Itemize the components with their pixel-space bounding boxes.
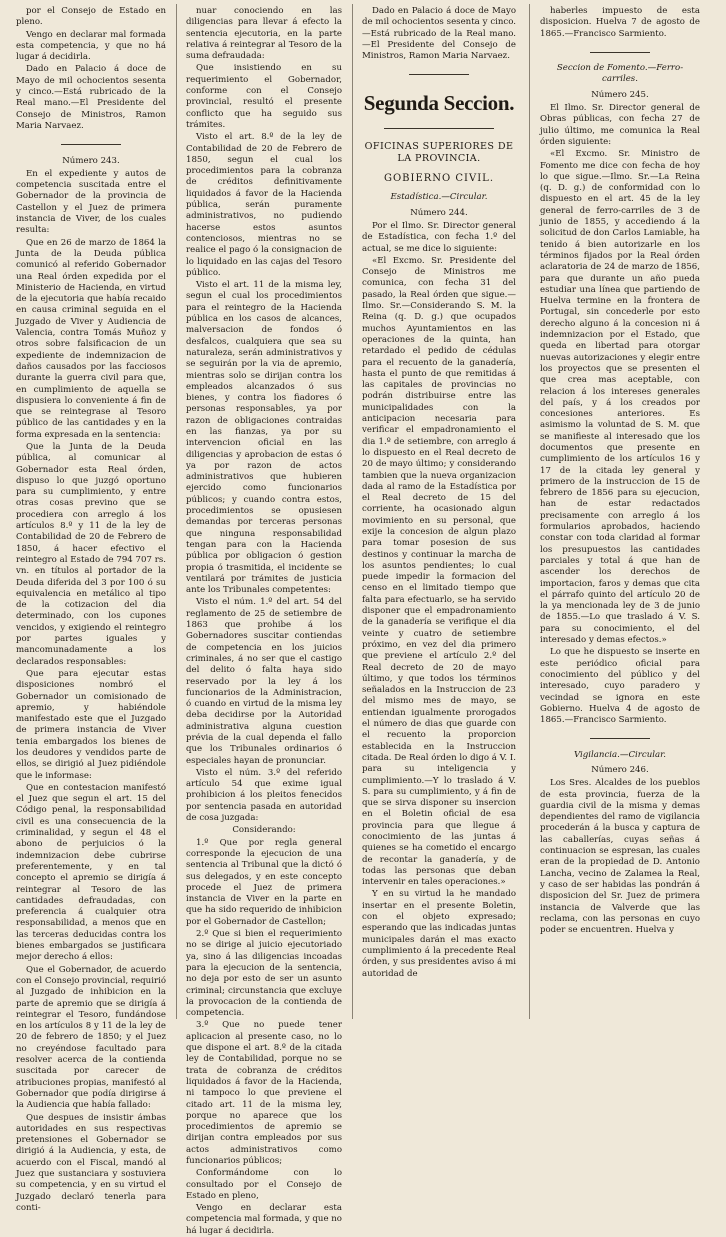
paragraph: haberles impuesto de esta disposicion. Huelva 7 de agosto de 1865.—Francisco Sarmiento. [540,6,700,39]
paragraph: Que despues de insistir ámbas autoridades en sus respectivas pretensiones el Gobernador se dirigió á la Audiencia, y esta, de acuerdo con el Fiscal, mandó al Juez que sustanciara y sostuviera su competencia, y en su virtud el Juzgado declaró tenerla para conti- [16,1112,166,1213]
paragraph: Vengo en declarar esta competencia mal formada, y que no há lugar á decidirla. [186,1203,342,1236]
section-heading: Segunda Seccion. [363,90,515,115]
paragraph: Que en contestacion manifestó el Juez que segun el art. 15 del Código penal, la responsabilidad civil es una consecuencia de la criminalidad, y segun el 48 el abono de perjuicios ó la indemnizacion debe cubrirse preferentemente, y en tal concepto el apremio se dirigía á reintegrar al Tesoro de las cantidades defraudadas, con preferencia á cualquier otra responsabilidad, a menos que en las terceras deducidas contra los bienes embargados se justificara mejor derecho á ellos: [16,782,166,963]
offices-heading: OFICINAS SUPERIORES DE LA PROVINCIA. [364,141,514,165]
paragraph: por el Consejo de Estado en pleno. [16,6,166,28]
column-rule [352,4,353,1019]
subsection-heading: Vigilancia.—Circular. [573,749,667,760]
paragraph: Dado en Palacio á doce de Mayo de mil ochocientos sesenta y cinco.—Está rubricado de la Real mano.—El Presidente del Consejo de Ministros, Ramon Maria Narvaez. [16,64,166,131]
separator [16,138,166,149]
column-3 [362,6,516,1018]
paragraph: «El Excmo. Sr. Ministro de Fomento me dice con fecha de hoy lo que sigue.—Ilmo. Sr.—La Reina (q. D. g.) de conformidad con lo dispuesto en el art. 45 de la ley general de ferro-carriles de 3 de junio de 1855, y accediendo á la solicitud de don Carlos Lamiable, ha tenido á bien autorizarle en los términos fijados por la Real órden aclaratoria de 24 de marzo de 1856, para que durante un año pueda estudiar una línea que partiendo de Huelva termine en la frontera de Portugal, sin concederle por esto derecho alguno á la concesion ni á indemnizacion por el Estado, que queda en libertad para otorgar nuevas autorizaciones y elegir entre los proyectos que se presenten el que crea mas aceptable, con relacion á los intereses generales del país, y á los creados por concesiones anteriores. Es asimismo la voluntad de S. M. que se manifieste al interesado que los documentos que presente en cumplimiento de los artículos 16 y 17 de la citada ley general y primero de la instruccion de 15 de febrero de 1856 para su ejecucion, han de estar redactados precisamente con arreglo á los formularios aprobados, haciendo constar con toda claridad al formar los presupuestos las cantidades parciales y total á que han de ascender los derechos de importacion, faros y demas que cita el párrafo quinto del artículo 20 de la ya mencionada ley de 3 de junio de 1855.—Lo que traslado á V. S. para su conocimiento, el del interesado y demas efectos.» [540,149,700,646]
paragraph: 3.º Que no puede tener aplicacion al presente caso, no lo que dispone el art. 8.º de la citada ley de Contabilidad, porque no se trata de cobranza de créditos liquidados á favor de la Hacienda, ni tampoco lo que previene el citado art. 11 de la misma ley, porque no aparece que los procedimientos de apremio se dirijan contra empleados por sus actos administrativos como funcionarios públicos; [186,1020,342,1166]
column-2 [186,6,342,1236]
paragraph: «El Excmo. Sr. Presidente del Consejo de Ministros me comunica, con fecha 31 del pasado, la Real órden que sigue.—Ilmo. Sr.—Considerando S. M. la Reina (q. D. g.) que ocupados muchos Ayuntamientos en las operaciones de la quinta, han retardado el pedido de cédulas para el recuento de la ganadería, hasta el punto de que remitidas á las capitales de provincias no podrán distribuirse entre las municipalidades con la anticipacion necesaria para verificar el empadronamiento el dia 1.º de setiembre, con arreglo á lo dispuesto en el Real decreto de 20 de mayo último; y considerando tambien que la nueva organizacion dada al ramo de la Estadística por el Real decreto de 15 del corriente, ha ocasionado algun movimiento en su personal, que exije la concesion de algun plazo para tomar posesion de sus destinos y continuar la marcha de los asuntos pendientes; lo cual puede impedir la formacion del censo en el limitado tiempo que falta para efectuarlo, se ha servido disponer que el empadronamiento de la ganadería se verifique el dia veinte y cuatro de setiembre próximo, en vez del dia primero que previene el artículo 2.º del Real decreto de 20 de mayo último, y que todos los términos señalados en la Instruccion de 23 del mismo mes de mayo, se entiendan igualmente prorogados el número de dias que guarde con el recuento la proporcion establecida en la Instruccion citada. De Real órden lo digo á V. I. para su inteligencia y cumplimiento.—Y lo traslado á V. S. para su cumplimiento, y á fin de que se sirva disponer su insercion en el Boletin oficial de esa provincia para que llegue á conocimiento de las juntas á quienes se ha cometido el encargo de recontar la ganadería, y de todas las personas que deban intervenir en tales operaciones.» [362,255,516,888]
column-1 [16,6,166,1213]
column-rule [529,4,530,1019]
paragraph: Visto el art. 11 de la misma ley, segun el cual los procedimientos para el reintegro de la Hacienda pública en los casos de alcances, malversacion de fondos ó desfalcos, cualquiera que sea su naturaleza, serán administrativos y se seguirán por la via de apremio, mientras solo se dirijan contra los empleados alcanzados ó sus bienes, y contra los fiadores ó personas responsables, ya por razon de obligaciones contraidas en las fianzas, ya por su intervencion oficial en las diligencias y aprobacion de estas ó ya por razon de actos administrativos que hubieren ejercido como funcionarios públicos; y cuando contra estos, procedimientos se opusiesen demandas por terceras personas que ninguna responsabilidad tengan para con la Hacienda pública por obligacion ó gestion propia ó trasmitida, el incidente se ventilará por trámites de justicia ante los Tribunales competentes: [186,280,342,596]
separator [362,68,516,79]
paragraph: Y en su virtud la he mandado insertar en el presente Boletin, con el objeto expresado; esperando que las indicadas juntas municipales darán el mas exacto cumplimiento á la precedente Real órden, y sus presidentes aviso á mi autoridad de [362,889,516,979]
article-number: Número 243. [62,155,120,166]
paragraph: 1.º Que por regla general corresponde la ejecucion de una sentencia al Tribunal que la dictó ó sus delegados, y en este concepto procede el Juez de primera instancia de Viver en la parte en que ha sido requerido de inhibicion por el Gobernador de Castellon; [186,837,342,927]
column-4 [540,6,700,1018]
paragraph: Los Sres. Alcaldes de los pueblos de esta provincia, fuerza de la guardia civil de la misma y demas dependientes del ramo de vigilancia procederán á la busca y captura de las caballerías, cuyas señas á continuacion se espresan, las cuales eran de la propiedad de D. Antonio Lancha, vecino de Zalamea la Real, y caso de ser habidas las pondrán á disposicion del Sr. Juez de primera instancia de Valverde que las reclama, con las personas en cuyo poder se encuentren. Huelva y [540,778,700,936]
paragraph: Que insistiendo en su requerimiento el Gobernador, conforme con el Consejo provincial, resultó el presente conflicto que ha seguido sus trámites. [186,63,342,130]
paragraph: Vengo en declarar mal formada esta competencia, y que no há lugar á decidirla. [16,29,166,63]
subsection-heading: Estadística.—Circular. [390,192,488,203]
paragraph: El Ilmo. Sr. Director general de Obras públicas, con fecha 27 de julio último, me comunica la Real órden siguiente: [540,103,700,147]
separator [540,46,700,57]
paragraph: Considerando: [232,825,296,836]
paragraph: Visto el núm. 3.º del referido artículo 54 que exime igual prohibicion á los pleitos fenecidos por sentencia pasada en autoridad de cosa juzgada: [186,767,342,824]
paragraph: Conformándome con lo consultado por el Consejo de Estado en pleno, [186,1168,342,1201]
separator [540,732,700,743]
paragraph: Lo que he dispuesto se inserte en este periódico oficial para conocimiento del público y del interesado, cuyo paradero y vecindad se ignora en este Gobierno. Huelva 4 de agosto de 1865.—Francisco Sarmiento. [540,647,700,726]
article-number: Número 245. [591,89,649,100]
paragraph: Que para ejecutar estas disposiciones nombró el Gobernador un comisionado de apremio, y habiéndole manifestado este que el Juzgado de primera instancia de Viver tenia embargados los bienes de los deudores y vendidos parte de ellos, se dirigió al Juez pidiéndole que le informase: [16,668,166,781]
paragraph: Visto el núm. 1.º del art. 54 del reglamento de 25 de setiembre de 1863 que prohibe á los Gobernadores suscitar contiendas de competencia en los juicios criminales, á no ser que el castigo del delito ó falta haya sido reservado por la ley á los funcionarios de la Administracion, ó cuando en virtud de la misma ley deba decidirse por la Autoridad administrativa alguna cuestion prévia de la cual dependa el fallo que los Tribunales ordinarios ó especiales hayan de pronunciar. [186,597,342,766]
article-number: Número 246. [591,765,649,775]
paragraph: Dado en Palacio á doce de Mayo de mil ochocientos sesenta y cinco.—Está rubricado de la Real mano.—El Presidente del Consejo de Ministros, Ramon Maria Narvaez. [362,6,516,62]
article-number: Número 244. [410,207,468,218]
separator [362,122,516,133]
paragraph: En el expediente y autos de competencia suscitada entre el Gobernador de la provincia de Castellon y el Juez de primera instancia de Viver, de los cuales resulta: [16,168,166,236]
paragraph: Visto el art. 8.º de la ley de Contabilidad de 20 de Febrero de 1850, segun el cual los procedimientos para la cobranza de créditos definitivamente liquidados á favor de la Hacienda pública, serán puramente administrativos, no pudiendo hacerse estos asuntos contenciosos, mientras no se realice el pago ó la consignacion de lo liquidado en las cajas del Tesoro público. [186,132,342,278]
paragraph: 2.º Que si bien el requerimiento no se dirige al juicio ejecutoriado ya, sino á las diligencias incoadas para la ejecucion de la sentencia, no deja por esto de ser un asunto criminal; circunstancia que excluye la provocacion de la contienda de competencia. [186,929,342,1019]
paragraph: Que el Gobernador, de acuerdo con el Consejo provincial, requirió al Juzgado de inhibicion en la parte de apremio que se dirigía á reintegrar el Tesoro, fundándose en los artículos 8 y 11 de la ley de 20 de febrero de 1850; y el Juez no creyéndose facultado para resolver acerca de la contienda suscitada por carecer de atribuciones propias, manifestó al Gobernador que podía dirigirse á la Audiencia que había fallado: [16,964,166,1111]
paragraph: Que la Junta de la Deuda pública, al comunicar al Gobernador esta Real órden, dispuso lo que juzgó oportuno para su cumplimiento, y entre otras cosas previno que se procediera con arreglo á los artículos 8.º y 11 de la ley de Contabilidad de 20 de Febrero de 1850, á hacer efectivo el reintegro al Estado de 794 707 rs. vn. en títulos al portador de la Deuda diferida del 3 por 100 ó su equivalencia en metálico al tipo de la cotizacion del dia determinado, con los cupones vencidos, y exigiendo el reintegro por partes iguales y mancomunadamente a los declarados responsables: [16,441,166,667]
paragraph: Que en 26 de marzo de 1864 la Junta de la Deuda pública comunicó al referido Gobernador una Real órden expedida por el Ministerio de Hacienda, en virtud de la ejecutoria que había recaido en causa criminal seguida en el Juzgado de Viver y Audiencia de Valencia, contra Tomás Muñoz y otros sobre falsificacion de un expediente de indemnizacion de daños causados por las facciosos durante la guerra civil para que, en cumplimiento de aquella se dispusiera lo conveniente á fin de que se reintegrase al Tesoro público de las cantidades y en la forma expresada en la sentencia: [16,237,166,440]
subsection-heading: Seccion de Fomento.—Ferro-carriles. [556,63,684,85]
government-heading: GOBIERNO CIVIL. [383,173,495,185]
paragraph: nuar conociendo en las diligencias para llevar á efecto la sentencia ejecutoria, en la parte relativa á reintegrar al Tesoro de la suma defraudada: [186,6,342,62]
paragraph: Por el Ilmo. Sr. Director general de Estadística, con fecha 1.º del actual, se me dice lo siguiente: [362,220,516,254]
column-rule [176,4,177,1019]
